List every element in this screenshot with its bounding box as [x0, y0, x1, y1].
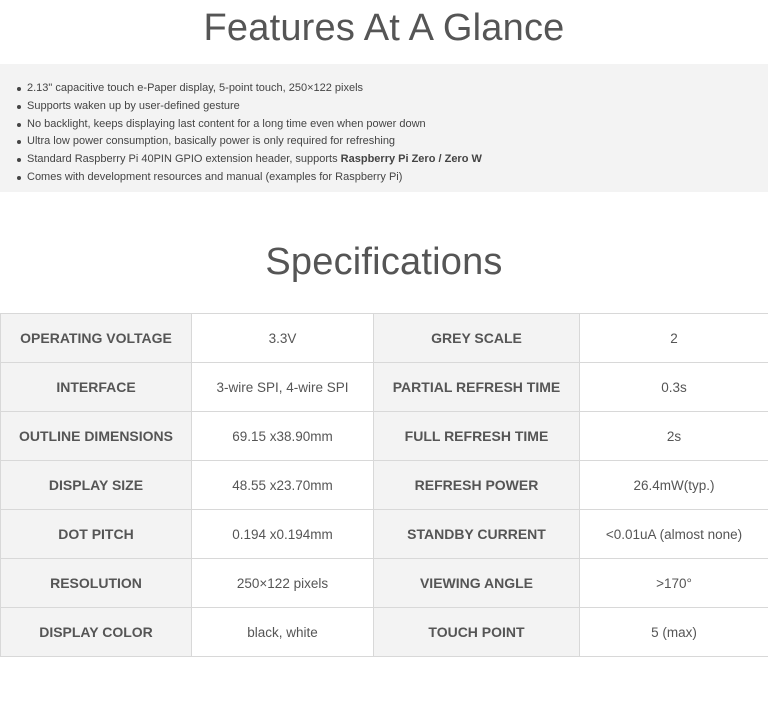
spec-value: 3.3V — [192, 314, 374, 363]
spec-value: 3-wire SPI, 4-wire SPI — [192, 363, 374, 412]
features-list — [17, 80, 768, 187]
spec-label: TOUCH POINT — [374, 608, 580, 657]
table-row — [1, 461, 768, 510]
spec-label: VIEWING ANGLE — [374, 559, 580, 608]
table-row — [1, 363, 768, 412]
feature-item: No backlight, keeps displaying last content for a long time even when power down — [17, 116, 768, 134]
spec-label: DISPLAY COLOR — [1, 608, 192, 657]
spec-label: RESOLUTION — [1, 559, 192, 608]
features-list-box — [0, 64, 768, 192]
features-title: Features At A Glance — [203, 7, 565, 49]
spec-value: 0.194 x0.194mm — [192, 510, 374, 559]
feature-item-bold: Raspberry Pi Zero / Zero W — [340, 153, 482, 166]
spec-label: DISPLAY SIZE — [1, 461, 192, 510]
spec-value: <0.01uA (almost none) — [580, 510, 768, 559]
spec-label: GREY SCALE — [374, 314, 580, 363]
spec-label: FULL REFRESH TIME — [374, 412, 580, 461]
table-row — [1, 412, 768, 461]
spec-label: REFRESH POWER — [374, 461, 580, 510]
spec-label: INTERFACE — [1, 363, 192, 412]
spec-value: 250×122 pixels — [192, 559, 374, 608]
table-row — [1, 559, 768, 608]
spec-value: 2s — [580, 412, 768, 461]
spec-label: STANDBY CURRENT — [374, 510, 580, 559]
spec-value: 69.15 x38.90mm — [192, 412, 374, 461]
spec-value: 26.4mW(typ.) — [580, 461, 768, 510]
spec-label: OPERATING VOLTAGE — [1, 314, 192, 363]
spec-value: 2 — [580, 314, 768, 363]
feature-item: Ultra low power consumption, basically power is only required for refreshing — [17, 133, 768, 151]
specifications-title: Specifications — [265, 241, 503, 283]
table-row — [1, 314, 768, 363]
spec-value: black, white — [192, 608, 374, 657]
feature-item: Supports waken up by user-defined gesture — [17, 98, 768, 116]
spec-value: 5 (max) — [580, 608, 768, 657]
table-row — [1, 510, 768, 559]
spec-label: DOT PITCH — [1, 510, 192, 559]
feature-item: 2.13" capacitive touch e-Paper display, 5-point touch, 250×122 pixels — [17, 80, 768, 98]
spec-label: PARTIAL REFRESH TIME — [374, 363, 580, 412]
feature-item: Comes with development resources and manual (examples for Raspberry Pi) — [17, 169, 768, 187]
spec-label: OUTLINE DIMENSIONS — [1, 412, 192, 461]
spec-value: 48.55 x23.70mm — [192, 461, 374, 510]
spec-value: 0.3s — [580, 363, 768, 412]
spec-value: >170° — [580, 559, 768, 608]
feature-item: Standard Raspberry Pi 40PIN GPIO extension header, supports Raspberry Pi Zero / Zero W — [17, 151, 768, 169]
specifications-table — [0, 313, 768, 657]
table-row — [1, 608, 768, 657]
